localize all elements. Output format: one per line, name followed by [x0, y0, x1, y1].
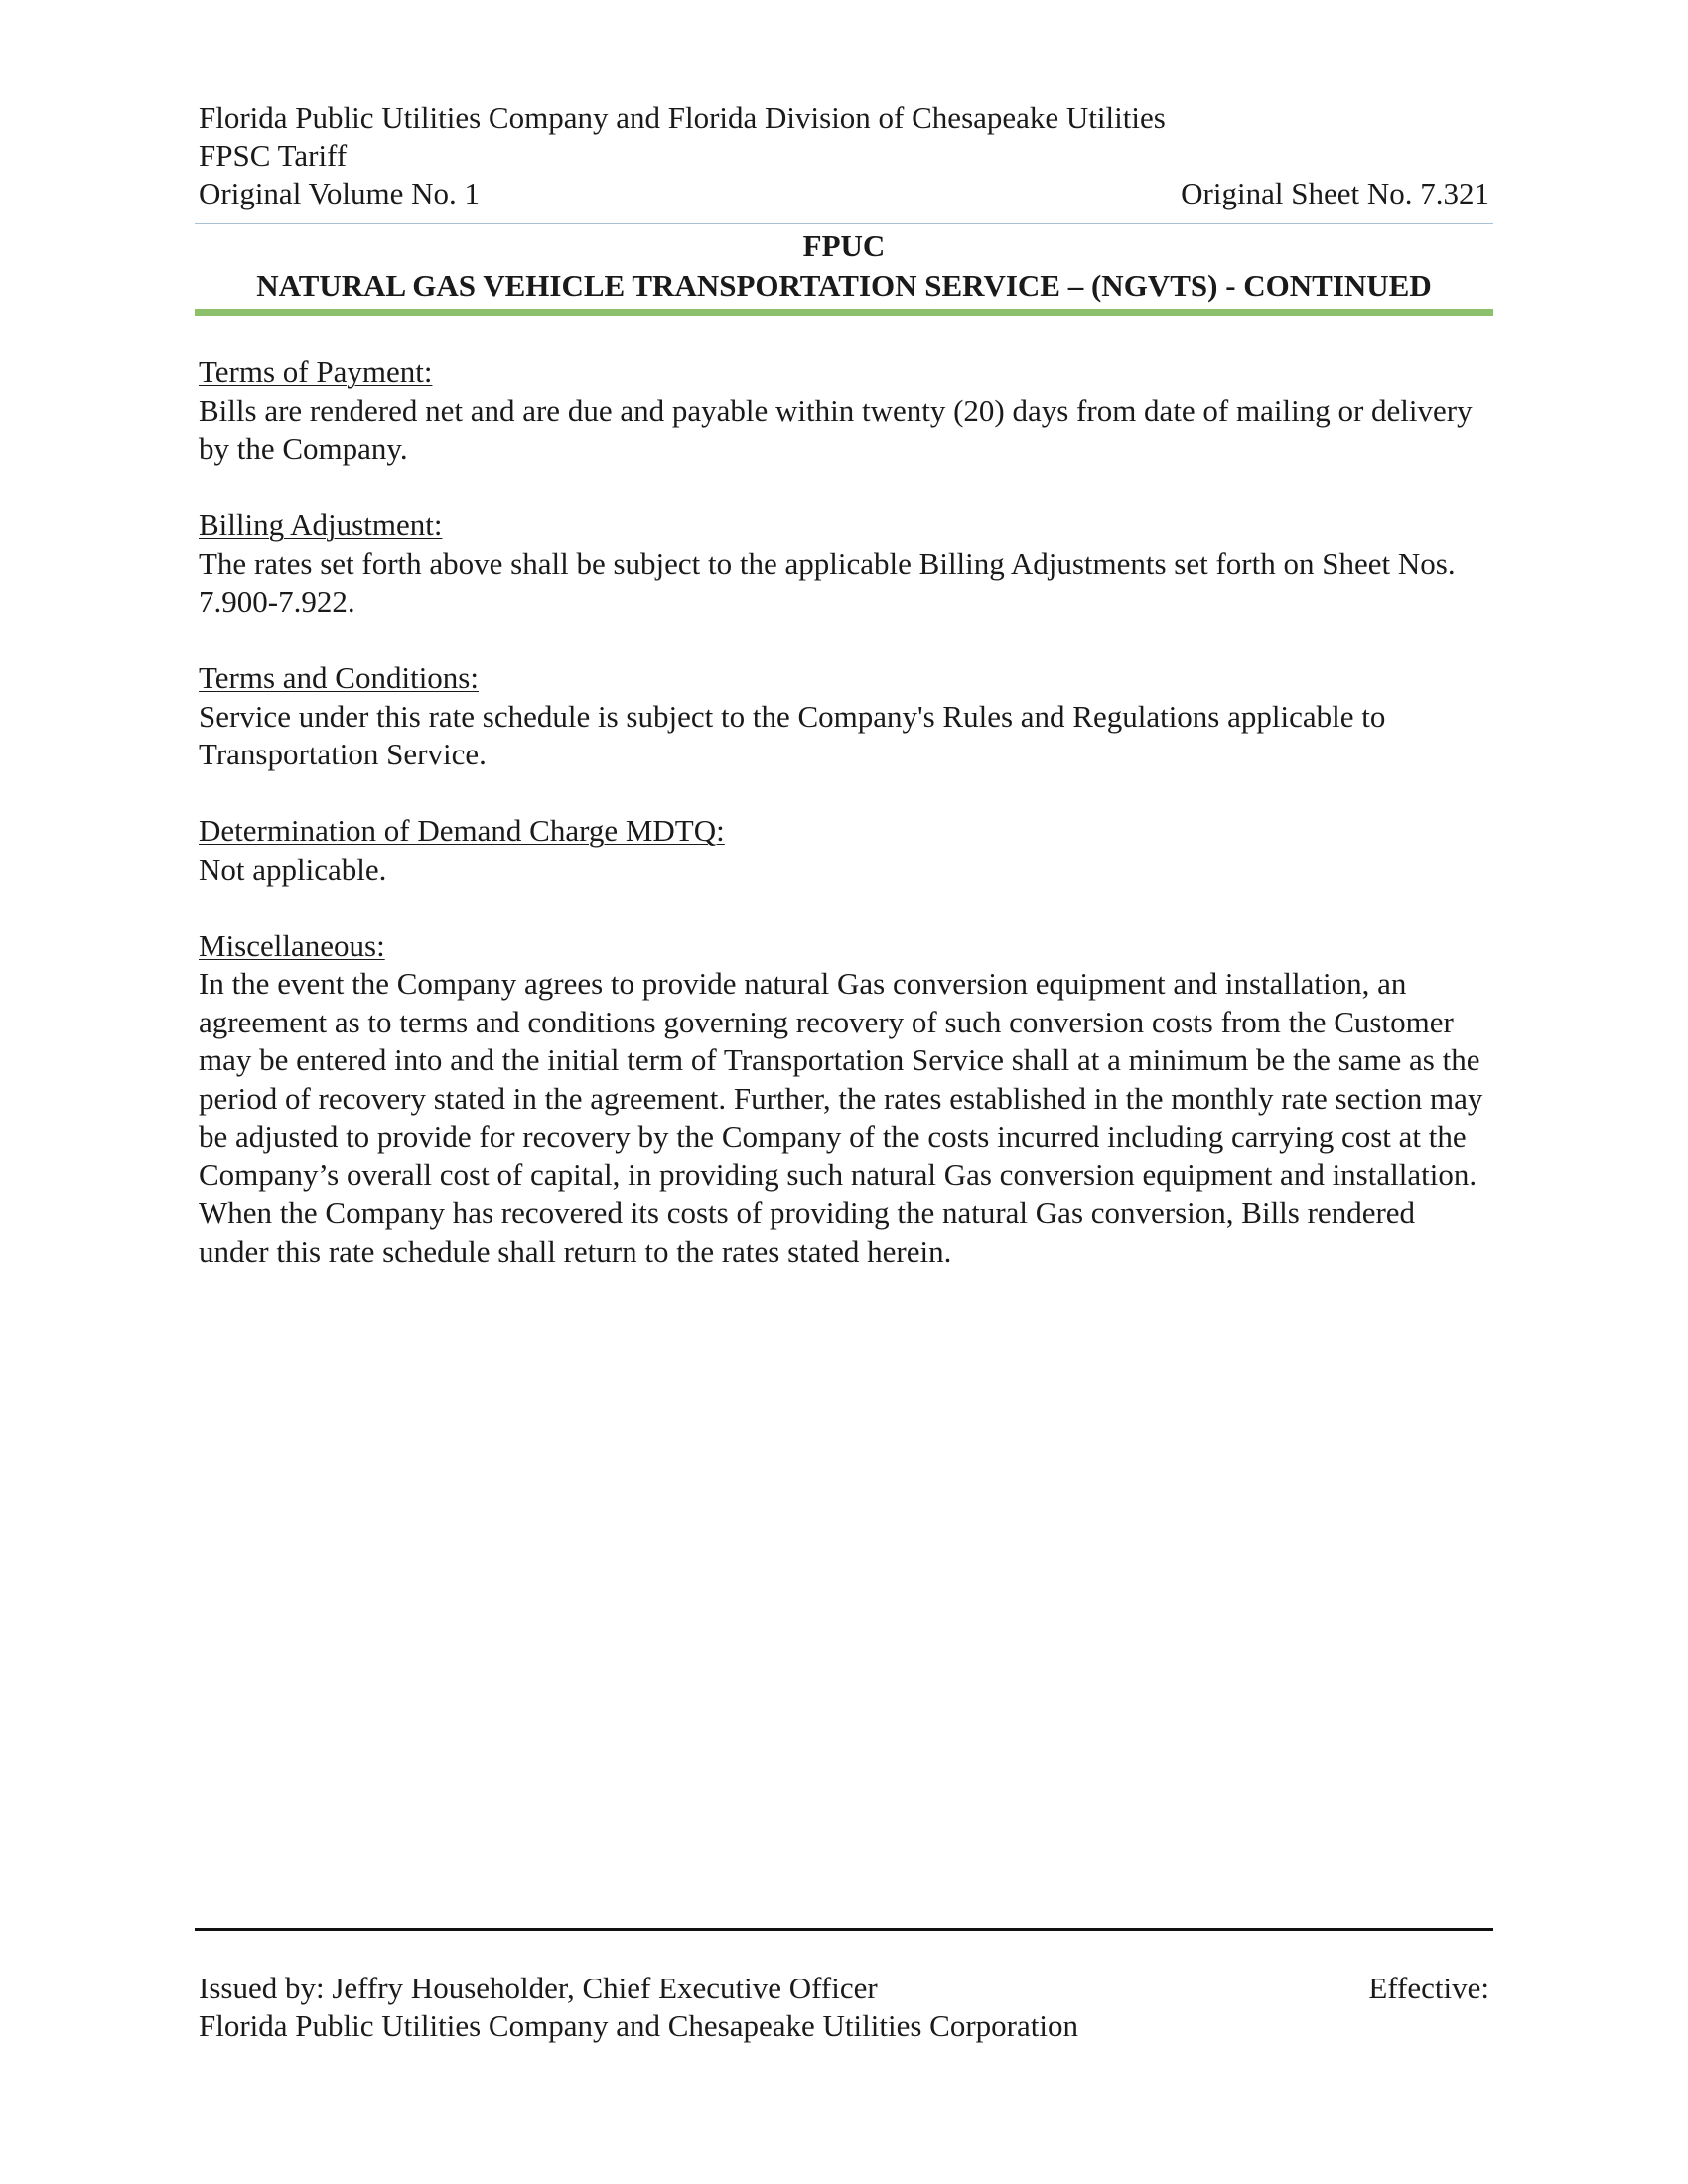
section-heading: Terms and Conditions:: [199, 660, 479, 695]
section-text: In the event the Company agrees to provide natural Gas conversion equipment and installation, an agreement as to terms and conditions governing recovery of such conversion costs from the Customer may be entered into and the initial term of Transportation Service shall at a minimum be the same as the period of recovery stated in the agreement. Further, the rates established in the monthly rate section may be adjusted to provide for recovery by the Company of the costs incurred including carrying cost at the Company’s overall cost of capital, in providing such natural Gas conversion equipment and installation. When the Company has recovered its costs of providing the natural Gas conversion, Bills rendered under this rate schedule shall return to the rates stated herein.: [199, 966, 1483, 1269]
header-volume: Original Volume No. 1: [199, 176, 481, 210]
footer-issued-row: [199, 1970, 1489, 2007]
footer-divider: [195, 1928, 1493, 1931]
title-divider: [195, 309, 1493, 316]
section-heading: Billing Adjustment:: [199, 507, 443, 542]
section-terms-of-payment: [199, 353, 1489, 469]
footer-company: Florida Public Utilities Company and Chesapeake Utilities Corporation: [199, 2008, 1078, 2043]
header-volume-sheet-row: [199, 175, 1489, 212]
document-body: [199, 353, 1489, 1309]
section-heading: Determination of Demand Charge MDTQ:: [199, 813, 725, 848]
section-text: Not applicable.: [199, 851, 387, 887]
section-miscellaneous: [199, 927, 1489, 1272]
page-footer: [199, 1970, 1489, 2045]
footer-issued-by: Issued by: Jeffry Householder, Chief Executive Officer: [199, 1971, 878, 2005]
section-text: The rates set forth above shall be subject to the applicable Billing Adjustments set forth on Sheet Nos. 7.900-7.922.: [199, 545, 1456, 618]
section-terms-and-conditions: [199, 659, 1489, 774]
section-demand-charge-mdtq: [199, 812, 1489, 888]
footer-effective: Effective:: [1368, 1971, 1489, 2005]
section-heading: Terms of Payment:: [199, 354, 433, 389]
section-text: Bills are rendered net and are due and payable within twenty (20) days from date of mailing or delivery by the Company.: [199, 392, 1473, 466]
section-text: Service under this rate schedule is subject to the Company's Rules and Regulations applicable to Transportation Service.: [199, 698, 1386, 771]
section-billing-adjustment: [199, 506, 1489, 621]
title-line-2: NATURAL GAS VEHICLE TRANSPORTATION SERVICE – (NGVTS) - CONTINUED: [256, 268, 1432, 303]
title-line-1: FPUC: [802, 228, 886, 263]
document-title: [195, 226, 1493, 306]
header-tariff-line: FPSC Tariff: [199, 138, 348, 173]
section-heading: Miscellaneous:: [199, 927, 385, 963]
header-company-line: Florida Public Utilities Company and Florida Division of Chesapeake Utilities: [199, 100, 1166, 135]
header-sheet-number: Original Sheet No. 7.321: [1181, 176, 1489, 210]
page-header: [199, 99, 1489, 212]
header-divider: [195, 223, 1493, 224]
